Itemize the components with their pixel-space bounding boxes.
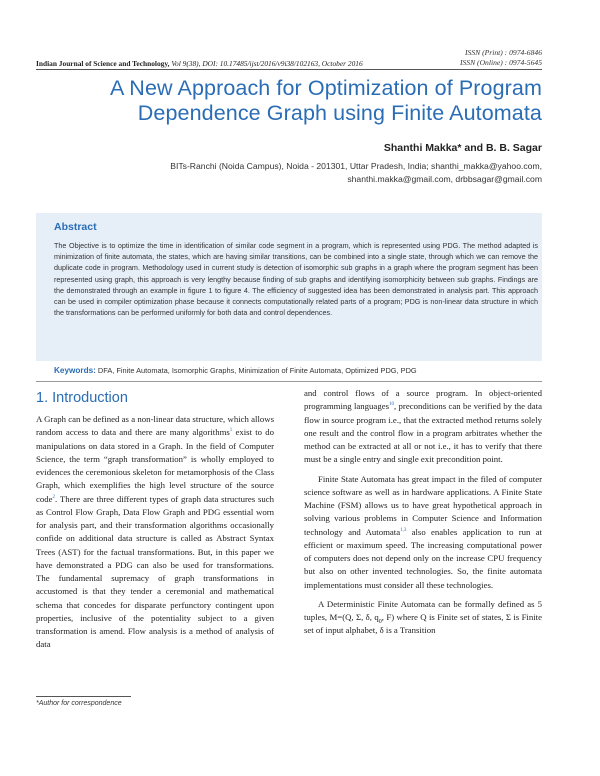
issn-online: ISSN (Online) : 0974-5645: [459, 57, 542, 67]
title-line-2: Dependence Graph using Finite Automata: [137, 101, 542, 125]
intro-paragraph-continued: [304, 387, 542, 467]
citation-ref[interactable]: 2: [52, 494, 56, 500]
intro-paragraph-3: [304, 598, 542, 638]
abstract-heading: Abstract: [54, 221, 97, 233]
header-rule: [36, 69, 542, 70]
citation-ref[interactable]: 1: [229, 428, 233, 434]
abstract-text: The Objective is to optimize the time in identification of similar code segment in a program, which is represented using PDG. The method adapted is minimization of finite automata, the states, which are having similar transitions, can be combined into a single state, through which we can remove the duplicate code in program. Methodology used in current study is detection of isomorphic sub graphs in a graph where the program segment has been represented using graph, this approach is very lengthy because finding of sub graphs and identifying isomorphicity between sub graphs. Findings are the demonstrated through an example in figure 1 to figure 4. The efficiency of suggested idea has been demonstrated in analysis part. This approach can be used in compiler optimization phase because it connects computationally related parts of a program; PDG is non-linear data structure in which the transformations can be performed uniformly for both data and control dependences.: [54, 241, 538, 318]
journal-citation: [36, 59, 363, 68]
text-run: and control flows of a source program. In object-oriented programming languages: [304, 388, 542, 412]
paper-title: [36, 76, 542, 126]
affiliation-line-2: shanthi.makka@gmail.com, drbbsagar@gmail.com: [347, 173, 542, 184]
citation-ref[interactable]: 10: [388, 402, 394, 408]
keywords: [54, 366, 417, 375]
authors: Shanthi Makka* and B. B. Sagar: [383, 142, 542, 154]
left-column: [36, 413, 274, 652]
journal-name: Indian Journal of Science and Technology,: [36, 59, 170, 68]
text-run: also enables application to run at efficient or maximum speed. The increasing computational power of computers does not depend only on the increase CPU frequency but also on other invented technologies. So, the finite automata implementations must consider all these technologies.: [304, 526, 542, 590]
title-line-1: A New Approach for Optimization of Program: [109, 76, 542, 100]
text-run: A Deterministic Finite Automata can be formally defined as 5 tuples, M=(Q, Σ, δ, q: [304, 598, 542, 622]
issn-block: [460, 48, 542, 67]
text-run: Finite State Automata has great impact in the filed of computer science software as well as in hardware applications. A Finite State Machine (FSM) allows us to have great hypothetical approach in solving various problems in Computer Science and Information technology and Automata: [304, 473, 542, 537]
section-heading-introduction: 1. Introduction: [36, 390, 128, 406]
text-run: . There are three different types of graph data structures such as Control Flow Graph, Data Flow Graph and PDG essential worn for analysis part, and their transformation algorithms occasionally confide on additional data structure is called as Abstract Syntax Trees (AST) for the factual transformations. But, in this paper we have demonstrated a PDG can also be used for transformations. The fundamental supremacy of graph transformations in accustomed is that they tender a ceremonial and mathematical schema that concedes for disparate perfunctory contingent upon properties, inclusive of the potentiality subject to a given transformation is amend. Flow analysis is a method of analysis of data: [36, 493, 274, 650]
right-column: [304, 387, 542, 638]
abstract-box: [36, 213, 542, 361]
footnote: *Author for correspondence: [36, 700, 122, 707]
keywords-text: DFA, Finite Automata, Isomorphic Graphs, Minimization of Finite Automata, Optimized PDG, PDG: [95, 366, 417, 375]
text-run: exist to do manipulations on data stored in a Graph. In the field of Computer Science, the term “graph transformation” is wholly employed to evidences the ceremonious skeleton for metamorphosis of the Class Graph, which exemplifies the high level structure of the source code: [36, 427, 274, 504]
footnote-rule: [36, 696, 131, 697]
intro-paragraph-1: [36, 413, 274, 652]
text-run: A Graph can be defined as a non-linear data structure, which allows random access to data and there are many algorithms: [36, 414, 274, 438]
keywords-rule: [36, 381, 542, 382]
text-run: , preconditions can be verified by the data flow in source program i.e., that the extracted method returns solely one result and the control flow in a program arbitrates whether the method can be extracted at all or not i.e., it has to verify that there must be a single entry and single exit precondition point.: [304, 401, 542, 465]
subscript: 0: [378, 618, 382, 625]
affiliation: [102, 160, 542, 185]
keywords-label: Keywords:: [54, 366, 96, 375]
affiliation-line-1: BITs-Ranchi (Noida Campus), Noida - 201301, Uttar Pradesh, India; shanthi_makka@yahoo.com,: [170, 161, 542, 171]
text-run: , F) where Q is Finite set of states, Σ is Finite set of input alphabet, δ is a Transition: [304, 612, 542, 636]
citation-ref[interactable]: 1,3: [400, 527, 407, 533]
intro-paragraph-2: [304, 473, 542, 592]
issn-print: ISSN (Print) : 0974-6846: [465, 48, 542, 57]
journal-meta: Vol 9(38), DOI: 10.17485/ijst/2016/v9i38/102163, October 2016: [169, 59, 363, 68]
